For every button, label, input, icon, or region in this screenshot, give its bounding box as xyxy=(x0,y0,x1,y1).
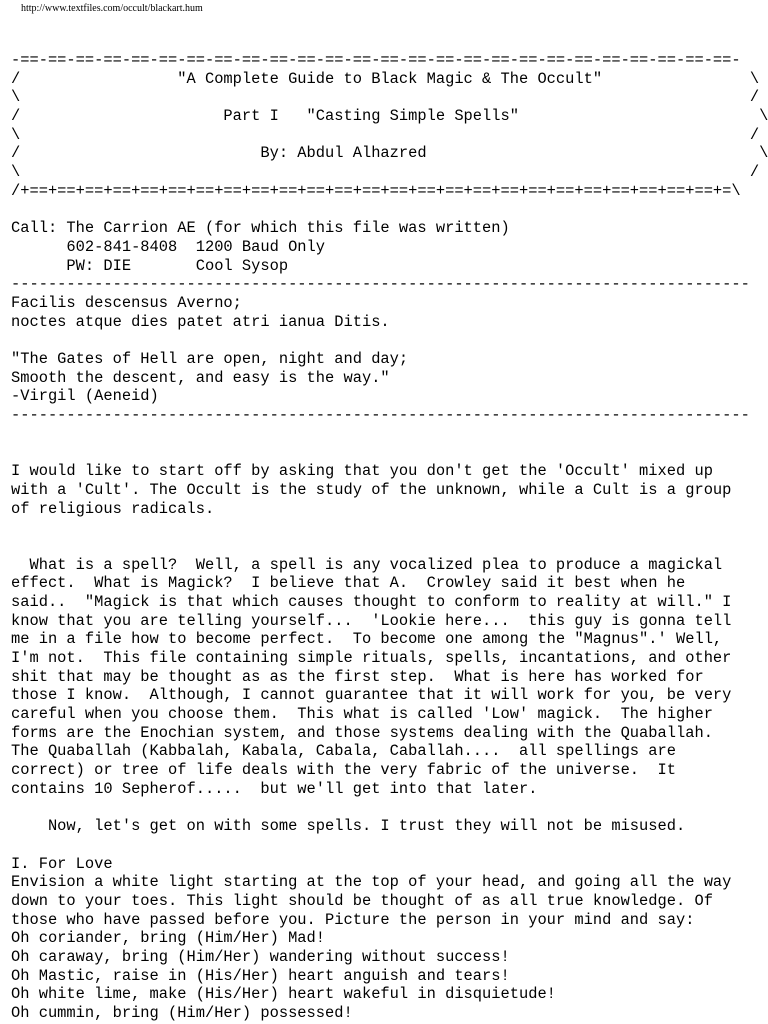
text-line: correct) or tree of life deals with the very fabric of the universe. It xyxy=(11,761,676,780)
text-line: -------------------------------------------------------------------------------- xyxy=(11,406,750,425)
text-line: Oh cummin, bring (Him/Her) possessed! xyxy=(11,1004,353,1023)
text-line: \ / xyxy=(11,163,760,182)
text-line: forms are the Enochian system, and those systems dealing with the Quaballah. xyxy=(11,723,713,742)
text-line: me in a file how to become perfect. To become one among the "Magnus".' Well, xyxy=(11,630,723,649)
text-line: /+==+==+==+==+==+==+==+==+==+==+==+==+==+==+==+==+==+==+==+==+==+==+==+==+==+=\ xyxy=(11,181,741,200)
text-line: / "A Complete Guide to Black Magic & The Occult" \ xyxy=(11,69,760,88)
text-line: -Virgil (Aeneid) xyxy=(11,387,159,406)
text-line: know that you are telling yourself... 'Lookie here... this guy is gonna tell xyxy=(11,611,732,630)
document-text xyxy=(11,51,768,1023)
text-line: Call: The Carrion AE (for which this file was written) xyxy=(11,219,510,238)
text-line: those I know. Although, I cannot guarantee that it will work for you, be very xyxy=(11,686,732,705)
text-line: with a 'Cult'. The Occult is the study of the unknown, while a Cult is a group xyxy=(11,480,732,499)
text-line: I would like to start off by asking that you don't get the 'Occult' mixed up xyxy=(11,462,713,481)
text-line: said.. "Magick is that which causes thought to conform to reality at will." I xyxy=(11,592,732,611)
text-line: down to your toes. This light should be thought of as all true knowledge. Of xyxy=(11,891,713,910)
text-line: of religious radicals. xyxy=(11,499,215,518)
text-line: Facilis descensus Averno; xyxy=(11,293,242,312)
text-line: Oh Mastic, raise in (His/Her) heart anguish and tears! xyxy=(11,966,510,985)
text-line: those who have passed before you. Picture the person in your mind and say: xyxy=(11,910,695,929)
text-line: Now, let's get on with some spells. I trust they will not be misused. xyxy=(11,817,686,836)
text-line: "The Gates of Hell are open, night and day; xyxy=(11,350,409,368)
text-line: I'm not. This file containing simple rituals, spells, incantations, and other xyxy=(11,649,732,667)
text-line xyxy=(11,537,768,556)
text-line: What is a spell? Well, a spell is any vocalized plea to produce a magickal xyxy=(11,555,723,574)
text-line: Envision a white light starting at the top of your head, and going all the way xyxy=(11,873,732,892)
page-url: http://www.textfiles.com/occult/blackart.hum xyxy=(21,3,203,14)
text-line: effect. What is Magick? I believe that A. Crowley said it best when he xyxy=(11,574,686,593)
text-line: Smooth the descent, and easy is the way." xyxy=(11,368,390,387)
text-line xyxy=(11,836,768,855)
text-line: \ / xyxy=(11,88,760,107)
text-line: / By: Abdul Alhazred \ xyxy=(11,144,768,163)
text-line: -------------------------------------------------------------------------------- xyxy=(11,275,750,294)
text-line: Oh coriander, bring (Him/Her) Mad! xyxy=(11,929,326,948)
text-line xyxy=(11,331,768,350)
text-line: I. For Love xyxy=(11,854,113,873)
text-line: careful when you choose them. This what is called 'Low' magick. The higher xyxy=(11,705,713,724)
text-line xyxy=(11,443,768,462)
text-line: contains 10 Sepherof..... but we'll get into that later. xyxy=(11,779,538,798)
text-line: 602-841-8408 1200 Baud Only xyxy=(11,237,326,256)
text-line xyxy=(11,201,768,220)
text-line: / Part I "Casting Simple Spells" \ xyxy=(11,107,768,126)
text-line: Oh caraway, bring (Him/Her) wandering without success! xyxy=(11,948,510,966)
text-line: The Quaballah (Kabbalah, Kabala, Cabala, Caballah.... all spellings are xyxy=(11,742,676,761)
text-line xyxy=(11,799,768,818)
text-line xyxy=(11,518,768,537)
text-line xyxy=(11,425,768,444)
text-line: PW: DIE Cool Sysop xyxy=(11,256,289,275)
text-line: \ / xyxy=(11,125,760,144)
text-line: noctes atque dies patet atri ianua Ditis. xyxy=(11,312,390,331)
text-line: -==-==-==-==-==-==-==-==-==-==-==-==-==-==-==-==-==-==-==-==-==-==-==-==-==-==- xyxy=(11,51,741,69)
text-line: Oh white lime, make (His/Her) heart wakeful in disquietude! xyxy=(11,985,556,1004)
text-line: shit that may be thought as as the first step. What is here has worked for xyxy=(11,667,704,686)
